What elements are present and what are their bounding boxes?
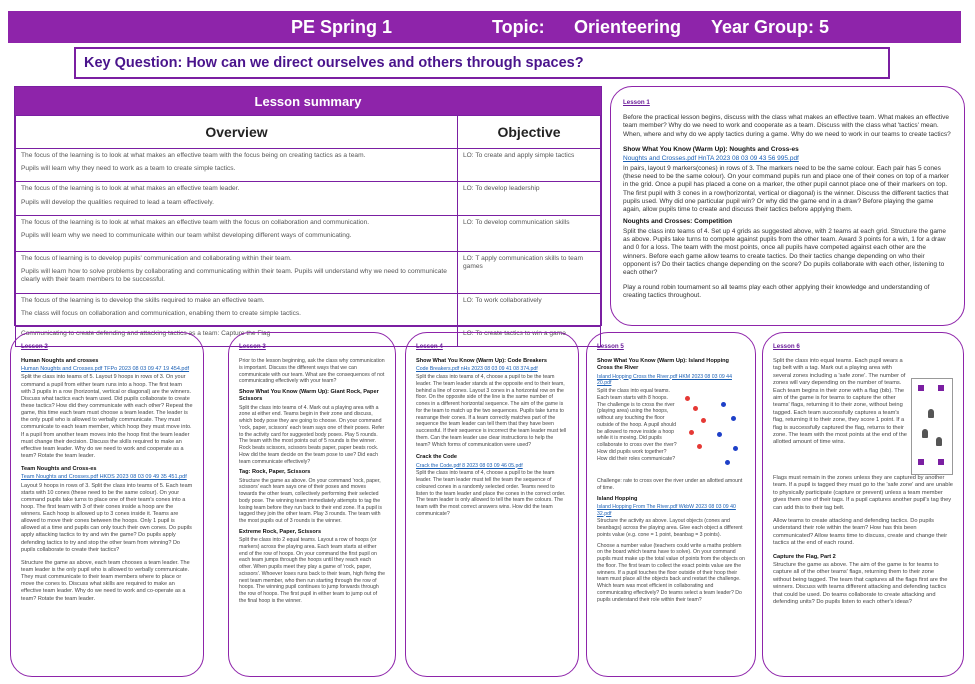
overview-text: The focus of learning is to develop pupils' communication and collaborating within their team.: [21, 254, 292, 262]
lesson-3-panel: [228, 332, 396, 677]
resource-link[interactable]: Island Hopping Cross the River.pdf HKM 2023 08 03 09 44 20.pdf: [597, 373, 732, 387]
lesson-5-panel: [586, 332, 756, 677]
objective-text: LO: To develop communication skills: [458, 215, 601, 251]
activity-text: Structure the activity as above. Layout objects (cones and beanbags) across the playing area. Give each object a different points value (e.g. cone = 1 point, beanbag = 3 points).: [597, 518, 743, 538]
key-question: Key Question: How can we direct ourselves and others through spaces?: [74, 47, 890, 79]
overview-text: The focus of the learning is to develop the skills required to make an effective team.: [21, 296, 265, 304]
activity-title: Show What You Know (Warm Up): Giant Rock, Paper Scissors: [239, 389, 379, 403]
overview-text: The focus of the learning is to look at what makes an effective team with the focus being on creating tactics as a team.: [21, 152, 366, 159]
activity-text: Structure the game as above. On your command 'rock, paper, scissors' each team says one of their poses and moves towards the other team, collectively performing their selected body pose. The winning team immediately attempts to tag the losing team before they run back to their end zone. If a pupil is tagged they join the other team. Play 3 rounds. The team with the most pupils out of 3 rounds is the winner.: [239, 477, 383, 525]
competition-text: Split the class into teams of 4. Set up 4 grids as suggested above, with 2 teams at each grid. Structure the game as above. Pupils take turns to compete against pupils from the other team. Award 3 points for a win, 1 for a draw and 0 for a loss. The team with the most points, once all pupils have competed against each other are the winners. Before each game allow teams to create tactics. Do their tactics change depending on who their opponent is? Do their tactics change depending on the score? Do pupils collaborate with each other, listening to each other?: [623, 227, 947, 277]
overview-text: Pupils will learn how to solve problems by collaborating and communicating within their team. Pupils will understand why we need to communicate clearly with their team members to be successful.: [21, 268, 447, 284]
competition-title: Noughts and Crosses: Competition: [623, 218, 733, 226]
lesson-summary-title: Lesson summary: [15, 87, 601, 115]
activity-text: Split the class into 2 equal teams. Layout a row of hoops (or markers) across the playing area. Each team starts at either end of the row of hoops. On your command the first pupil on each team jumps through the hoops until they reach each other. When pupils meet they play a game of 'rock, paper, scissors'. Whoever loses runs back to their team, high fiving the next team member, who then run starting through the row of hoops. The winning pupil continues to jump forwards through the row of hoops. The first pupil in either team to jump out of the final hoop is the winner.: [239, 537, 386, 604]
lesson-3-intro: Prior to the lesson beginning, ask the class why communication is important. Discuss the different ways that we can communicate with our team. What are the consequences of not communicating effectively with your team?: [239, 358, 385, 385]
objective-text: LO: To develop leadership: [458, 182, 601, 215]
island-hopping-diagram: [681, 388, 745, 478]
activity-title: Tag: Rock, Paper, Scissors: [239, 469, 311, 476]
warmup-text: In pairs, layout 9 markers(cones) in rows of 3. The markers need to be the same colour. Each pair has 5 cones (these need to be the same colour). On your command pupils run and place one of their cones on top of a marker in the grid. Once a pupil has placed a cone on a marker, the other pupil cannot place one of their markers on top. The first pupil with 3 cones in a row(horizontal, vertical or diagonal) is the winner. Discuss the different tactics that pupils used. Why did one particular pupil win? Or why did the game end in a draw? Before playing the game again, allow pupils time to create and discuss their tactics before applying them.: [623, 164, 949, 214]
objective-header: Objective: [458, 116, 601, 149]
activity-text: Challenge: rate to cross over the river under an allotted amount of time.: [597, 478, 743, 491]
table-row: [16, 182, 601, 215]
capture-the-flag-diagram: [911, 378, 953, 475]
lesson-title: Lesson 5: [597, 343, 624, 350]
resource-link[interactable]: Team Noughts and Crosses.pdf HKDS 2023 08 03 09 49 35 451.pdf: [21, 474, 187, 481]
topic-value: Orienteering: [574, 17, 682, 37]
summary-table: [15, 115, 601, 347]
overview-text: Pupils will learn why they need to work as a team to create simple tactics.: [21, 165, 236, 173]
activity-title: Team Noughts and Cross-es: [21, 466, 97, 473]
activity-text: Allow teams to create attacking and defending tactics. Do pupils understand their role within the team? How has this been communicated? Allow teams time to discuss, create and change their tactics at the end of each round.: [773, 518, 948, 547]
overview-text: Communicating to create defending and attacking tactics as a team: Capture the Flag: [21, 330, 271, 338]
overview-text: Pupils will develop the qualities required to lead a team effectively.: [21, 198, 214, 206]
lesson-title: Lesson 6: [773, 343, 800, 350]
activity-text: Split the class into teams of 4, choose a pupil to be the team leader. The team leader must tell the team the sequence of coloured cones in a randomly selected order. Teams need to listen to the team leader and place the cones in the correct order. The team leader is only allowed to tell the team the colours. The team with the most correct answers wins. How did the team communicate?: [416, 470, 566, 517]
lesson-1-panel: [610, 86, 965, 326]
lesson-1-intro: Before the practical lesson begins, discuss with the class what makes an effective team. What makes an effective team member? Why do we need to work and cooperate as a team. Discuss with the class what 'tactics' mean. When, where and why do we apply tactics during a game. Why do we need to work in our teams to create tactics?: [623, 114, 951, 138]
year-group: Year Group: 5: [711, 17, 830, 37]
overview-header: Overview: [16, 116, 458, 149]
activity-title: Crack the Code: [416, 454, 458, 461]
table-row: [16, 293, 601, 326]
lesson-title: Lesson 3: [239, 343, 266, 350]
activity-text: Choose a number value (teachers could write a maths problem on the board which teams have to solve). On your command pupils must make up the total value of points from the objects on the floor. The first team to collect the exact points value are the winners. If a pupil touches the floor outside of their hoop their team must place all the objects back and restart the challenge. Which team was most efficient in collaborating and communicating effectively? Do teams select a team leader? Do pupils understand their role within their team?: [597, 542, 745, 603]
objective-text: LO: To create and apply simple tactics: [458, 149, 601, 182]
overview-text: The focus of the learning is to look at what makes an effective team with the focus on collaboration and communication.: [21, 218, 370, 226]
topic-label: Topic:: [492, 17, 545, 37]
resource-link[interactable]: Crack the Code.pdf 8 2023 08 03 09 46 05.pdf: [416, 462, 523, 469]
resource-link[interactable]: Noughts and Crosses.pdf HnTA 2023 08 03 09 43 56 995.pdf: [623, 155, 799, 163]
lesson-1-outro: Play a round robin tournament so all teams play each other applying their knowledge and understanding of creating tactics throughout.: [623, 283, 930, 299]
warmup-title: Show What You Know (Warm Up): Noughts and Cross-es: [623, 145, 799, 153]
activity-title: Extreme Rock, Paper, Scissors: [239, 528, 322, 535]
lesson-4-panel: [405, 332, 579, 677]
activity-text: Structure the game as above. The aim of the game is for teams to capture all of the other teams' flags, returning them to their zone without being tagged. The team that captures all the flags first are the winners. Discuss with teams different attacking and defending tactics that could be used. Do teams collaborate to create attacking and defending units? Do pupils listen to each other's ideas?: [773, 562, 948, 606]
lesson-summary-table: [14, 86, 602, 338]
activity-text: Split the class into equal teams. Each pupil wears a tag belt with a tag. Mark out a playing area with several zones including a 'safe zone'. The number of zones will vary depending on the number of teams. Each team begins in their zone with a flag (bib). The aim of the game is for teams to capture the other teams' flags, returning it to their zone, without being tagged. Each team successfully captures a team's flag, returning it to their zone, they score 1 point. If a flag is successfully captured the flag, returns to their zone. The team with the most points at the end of the allotted amount of time wins.: [773, 358, 907, 446]
overview-text: The focus of the learning is to look at what makes an effective team leader.: [21, 185, 240, 193]
activity-title: Island Hopping: [597, 495, 638, 502]
activity-text: Flags must remain in the zones unless they are captured by another team. If a pupil is tagged they must go to the 'safe zone' and are unable to physically participate (capture or prevent) unless a team member gives them one of their tags. If a pupil captures another pupil's tag they can add this to their tag belt.: [773, 475, 953, 511]
overview-text: Pupils will learn why we need to communicate within our team whilst developing different ways of communicating.: [21, 232, 352, 240]
table-row: [16, 251, 601, 293]
resource-link[interactable]: Island Hopping From The River.pdf WkbW 2023 08 03 09 40 32.pdf: [597, 503, 736, 517]
unit-title: PE Spring 1: [291, 17, 393, 37]
overview-text: The class will focus on collaboration and communication, enabling them to create simple tactics.: [21, 309, 302, 317]
objective-text: LO: To work collaboratively: [458, 293, 601, 326]
lesson-title: Lesson 2: [21, 343, 48, 350]
lesson-6-panel: [762, 332, 964, 677]
objective-text: LO: T apply communication skills to team games: [458, 251, 601, 293]
lesson-2-panel: [10, 332, 204, 677]
activity-text: Layout 9 hoops in rows of 3. Split the class into teams of 5. Each team starts with 10 cones (these need to be the same colour). On your command pupils take turns to place one of their team's cones into a hoop. The first team with 3 of their cones inside a hoop are the winners. Each hoop is allowed up to 3 cones inside it. Teams are allowed to move their cones between the hoops. Only 1 pupil is allowed at a time and pupils can only touch their own cones. Do pupils apply attacking tactics to try and win the game? Do pupils apply defending tactics to try and stop the other team from winning? Do pupils collaborate to create their tactics?: [21, 482, 193, 553]
activity-text: Split the class into teams of 5. Layout 9 hoops in rows of 3. On your command a pupil from either team runs into a hoop. The first team with 3 pupils in a row (horizontal, vertical or diagonal) are the winners. Discuss what tactics each team used. Did pupils collaborate to create these tactics? How did they communicate with each other? Repeat the game, this time each team must choose a team leader. The leader is the only pupil who is allowed to verbally communicate. They must communicate to each team member, which hoop they must move into. If a pupil from another team moves into the hoop first the team leader must change their decision. Discuss the skills required to make an effective team leader. Why do we need to work and cooperate as a team? Rotate the team leader.: [21, 374, 193, 459]
lesson-title: Lesson 4: [416, 343, 443, 350]
resource-link[interactable]: Human Noughts and Crosses.pdf TFPo 2023 08 03 09 47 19 454.pdf: [21, 366, 190, 373]
header-banner: [8, 11, 961, 43]
objective-text: LO: To create tactics to win a game: [458, 327, 601, 347]
activity-text: Split the class into teams of 4, choose a pupil to be the team leader. The team leader stands at the opposite end to their team, behind a line of cones. Layout 3 cones in a horizontal row on the floor. On the opposite side of the line is the same number of cones in a different horizontal sequence. The aim of the game is for the team to match up the two sequences. Pupils take turns to rearrange their cones. If a team correctly matches part of the sequence the team leader can tell them that they have been successful. If their sequence is incorrect the team leader must tell them. Can the team leader use clear instructions to help the team? Which forms of communication were used?: [416, 374, 567, 448]
lesson-title: Lesson 1: [623, 99, 650, 106]
activity-text: Split the class into equal teams. Each team starts with 8 hoops. The challenge is to cross the river (playing area) using the hoops, without any touching the floor outside of the hoop. A pupil should be allowed to move inside a hoop while it is moving. Did pupils collaborate to cross over the river? How did pupils work together? How did their roles communicate?: [597, 388, 677, 462]
activity-title: Show What You Know (Warm Up): Island Hopping Cross the River: [597, 358, 729, 372]
table-row: [16, 215, 601, 251]
table-row: [16, 149, 601, 182]
activity-text: Split the class into teams of 4. Mark out a playing area with a zone at either end. Teams begin in their zone and discuss, which body pose they are going to choose. On your command 'rock, paper, scissors' each team says one of their poses. Refer to the activity card for suggested body poses. Play 5 rounds. The team with the most points out of 5 rounds is the winner. Rock beats scissors, scissors beats paper, paper beats rock. How did the team decide on the team pose to use? Did each team communicate effectively?: [239, 404, 385, 465]
activity-title: Show What You Know (Warm Up): Code Breakers: [416, 358, 548, 364]
activity-title: Human Noughts and crosses: [21, 358, 99, 364]
resource-link[interactable]: Code Breakers.pdf nHs 2023 08 03 09 41 08 374.pdf: [416, 366, 538, 373]
activity-title: Capture the Flag, Part 2: [773, 553, 836, 560]
activity-text: Structure the game as above, each team chooses a team leader. The team leader is the only pupil who is allowed to verbally communicate. They must communicate to their team members where to place or move the cones to. Discuss what skills are required to make an effective team leader. Why do we need to work and co-operate as a team? Rotate the team leader.: [21, 559, 190, 602]
